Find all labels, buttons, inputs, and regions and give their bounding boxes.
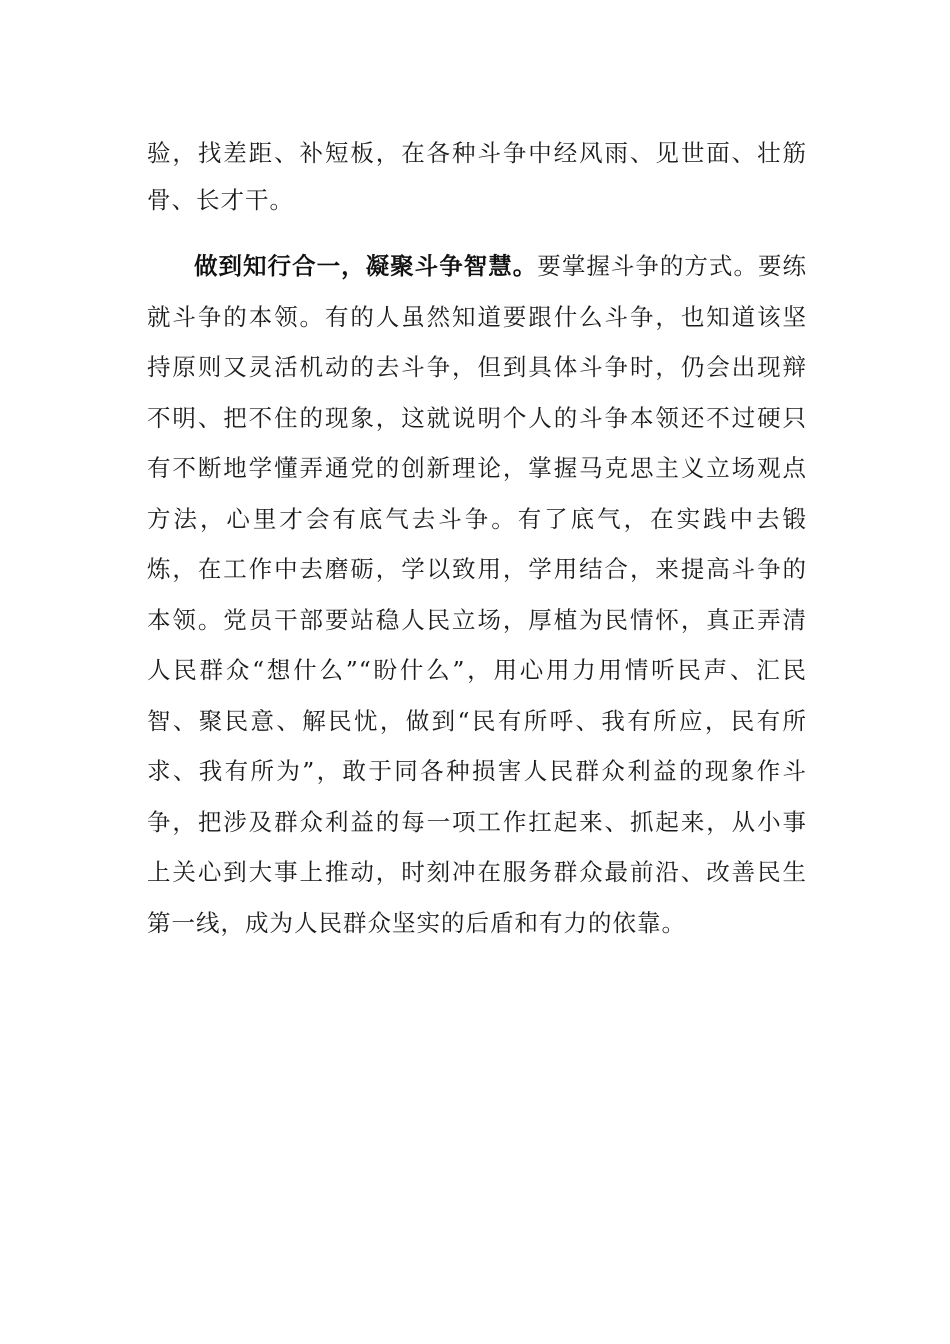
paragraph-text: 验，找差距、补短板，在各种斗争中经风雨、见世面、壮筋骨、长才干。 — [147, 139, 807, 214]
paragraph-knowledge-action — [147, 241, 807, 948]
paragraph-text: 要掌握斗争的方式。要练就斗争的本领。有的人虽然知道要跟什么斗争，也知道该坚持原则又灵活机动的去斗争，但到具体斗争时，仍会出现辩不明、把不住的现象，这就说明个人的斗争本领还不过硬只有不断地学懂弄通党的创新理论，掌握马克思主义立场观点方法，心里才会有底气去斗争。有了底气，在实践中去锻炼，在工作中去磨砺，学以致用，学用结合，来提高斗争的本领。党员干部要站稳人民立场，厚植为民情怀，真正弄清人民群众“想什么”“盼什么”，用心用力用情听民声、汇民智、聚民意、解民忧，做到“民有所呼、我有所应，民有所求、我有所为”，敢于同各种损害人民群众利益的现象作斗争，把涉及群众利益的每一项工作扛起来、抓起来，从小事上关心到大事上推动，时刻冲在服务群众最前沿、改善民生第一线，成为人民群众坚实的后盾和有力的依靠。 — [147, 252, 808, 937]
paragraph-lead-heading: 做到知行合一，凝聚斗争智慧。 — [194, 252, 538, 280]
paragraph-continued — [147, 130, 807, 224]
